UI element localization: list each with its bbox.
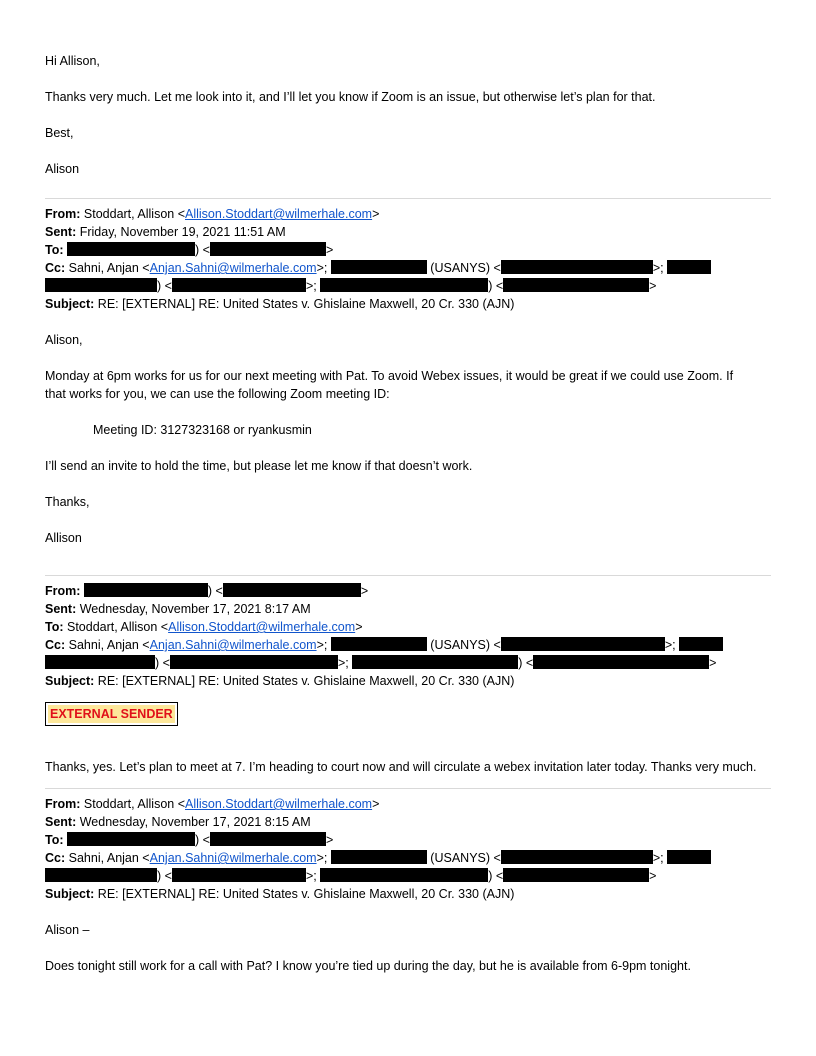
cc-email-link[interactable]: Anjan.Sahni@wilmerhale.com [149,638,317,652]
redaction-box [172,868,306,882]
subject-line: Subject: RE: [EXTERNAL] RE: United States v. Ghislaine Maxwell, 20 Cr. 330 (AJN) [45,674,515,688]
redaction-box [172,278,306,292]
sent-line: Sent: Wednesday, November 17, 2021 8:15 AM [45,815,311,829]
redaction-box [501,260,653,274]
cc-email-link[interactable]: Anjan.Sahni@wilmerhale.com [149,851,317,865]
cc-line-continued: ) < >; ) < > [45,654,771,672]
redaction-box [223,583,361,597]
cc-line: Cc: Sahni, Anjan <Anjan.Sahni@wilmerhale.com>; (USANYS) < >; [45,259,771,277]
message-body: Does tonight still work for a call with Pat? I know you’re tied up during the day, but he is available from 6-9pm tonight. [45,959,691,973]
redaction-box [667,850,711,864]
redaction-box [210,832,326,846]
sent-line: Sent: Friday, November 19, 2021 11:51 AM [45,225,286,239]
from-email-link[interactable]: Allison.Stoddart@wilmerhale.com [185,207,373,221]
message-closing: Thanks, [45,495,90,509]
redaction-box [667,260,711,274]
reply-signature: Alison [45,162,80,176]
email-document [45,52,771,993]
subject-line: Subject: RE: [EXTERNAL] RE: United States v. Ghislaine Maxwell, 20 Cr. 330 (AJN) [45,887,515,901]
redaction-box [210,242,326,256]
redaction-box [331,260,427,274]
message-greeting: Alison – [45,923,90,937]
subject-line: Subject: RE: [EXTERNAL] RE: United States v. Ghislaine Maxwell, 20 Cr. 330 (AJN) [45,297,515,311]
redaction-box [501,637,665,651]
redaction-box [352,655,518,669]
redaction-box [679,637,723,651]
redaction-box [170,655,338,669]
message-body: I’ll send an invite to hold the time, but please let me know if that doesn’t work. [45,459,473,473]
cc-line-continued: ) < >; ) < > [45,277,771,295]
from-line: From: Stoddart, Allison <Allison.Stoddart@wilmerhale.com> [45,207,380,221]
to-line: To: Stoddart, Allison <Allison.Stoddart@wilmerhale.com> [45,620,363,634]
message-divider [45,788,771,789]
redaction-box [320,868,488,882]
message-body: Monday at 6pm works for us for our next meeting with Pat. To avoid Webex issues, it would be great if we could use Zoom. If that works for you, we can use the following Zoom meeting ID: [45,369,734,401]
message-signature: Allison [45,531,82,545]
redaction-box [67,242,195,256]
redaction-box [331,850,427,864]
cc-line: Cc: Sahni, Anjan <Anjan.Sahni@wilmerhale.com>; (USANYS) < >; [45,849,771,867]
from-line: From: ) < > [45,584,369,598]
reply-closing: Best, [45,126,74,140]
message-divider [45,198,771,199]
message-header [45,582,771,690]
redaction-box [45,868,157,882]
redaction-box [501,850,653,864]
to-line: To: ) < > [45,243,334,257]
message-greeting: Alison, [45,333,83,347]
redaction-box [84,583,208,597]
message-divider [45,575,771,576]
redaction-box [45,278,157,292]
reply-body: Thanks very much. Let me look into it, and I’ll let you know if Zoom is an issue, but otherwise let’s plan for that. [45,90,656,104]
redaction-box [67,832,195,846]
sent-line: Sent: Wednesday, November 17, 2021 8:17 AM [45,602,311,616]
to-line: To: ) < > [45,833,334,847]
redaction-box [45,655,155,669]
redaction-box [331,637,427,651]
message-header [45,795,771,903]
from-line: From: Stoddart, Allison <Allison.Stoddart@wilmerhale.com> [45,797,380,811]
redaction-box [533,655,709,669]
message-body: Thanks, yes. Let’s plan to meet at 7. I’m heading to court now and will circulate a webex invitation later today. Thanks very much. [45,760,757,774]
redaction-box [320,278,488,292]
to-email-link[interactable]: Allison.Stoddart@wilmerhale.com [168,620,356,634]
external-sender-badge: EXTERNAL SENDER [45,702,178,726]
from-email-link[interactable]: Allison.Stoddart@wilmerhale.com [185,797,373,811]
reply-greeting: Hi Allison, [45,54,100,68]
cc-line-continued: ) < >; ) < > [45,867,771,885]
message-header [45,205,771,313]
redaction-box [503,868,649,882]
redaction-box [503,278,649,292]
meeting-id: Meeting ID: 3127323168 or ryankusmin [93,423,312,437]
cc-email-link[interactable]: Anjan.Sahni@wilmerhale.com [149,261,317,275]
cc-line: Cc: Sahni, Anjan <Anjan.Sahni@wilmerhale.com>; (USANYS) < >; [45,636,771,654]
